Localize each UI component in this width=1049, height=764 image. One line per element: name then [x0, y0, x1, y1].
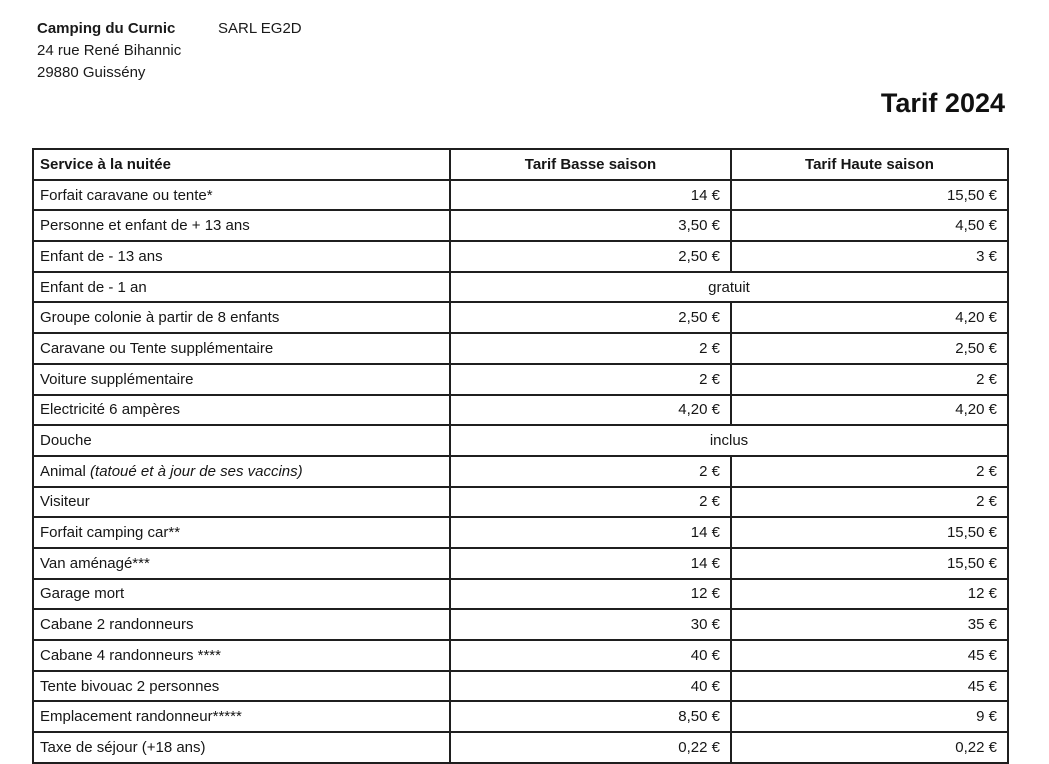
low-season-price-cell: 14 € [450, 180, 731, 211]
high-season-price-cell: 3 € [731, 241, 1008, 272]
table-row [33, 180, 1008, 211]
col-header-service: Service à la nuitée [33, 149, 450, 180]
low-season-price-cell: 14 € [450, 517, 731, 548]
high-season-price-cell: 2 € [731, 364, 1008, 395]
low-season-price-cell: 2,50 € [450, 241, 731, 272]
merged-value-cell: inclus [450, 425, 1008, 456]
table-row [33, 456, 1008, 487]
high-season-price-cell: 15,50 € [731, 517, 1008, 548]
service-cell: Douche [33, 425, 450, 456]
company-legal-name: SARL EG2D [218, 20, 302, 37]
table-row [33, 241, 1008, 272]
low-season-price-cell: 3,50 € [450, 210, 731, 241]
service-cell: Enfant de - 13 ans [33, 241, 450, 272]
service-note: (tatoué et à jour de ses vaccins) [85, 462, 303, 480]
service-cell: Enfant de - 1 an [33, 272, 450, 303]
col-header-high-season: Tarif Haute saison [731, 149, 1008, 180]
table-row [33, 671, 1008, 702]
service-cell: Forfait camping car** [33, 517, 450, 548]
address-line-2: 29880 Guissény [37, 64, 146, 81]
low-season-price-cell: 0,22 € [450, 732, 731, 763]
service-cell: Electricité 6 ampères [33, 395, 450, 426]
table-row [33, 364, 1008, 395]
table-row [33, 640, 1008, 671]
high-season-price-cell: 45 € [731, 640, 1008, 671]
table-row [33, 333, 1008, 364]
high-season-price-cell: 15,50 € [731, 548, 1008, 579]
tariff-table [32, 148, 1009, 764]
service-cell: Cabane 4 randonneurs **** [33, 640, 450, 671]
high-season-price-cell: 15,50 € [731, 180, 1008, 211]
table-row [33, 517, 1008, 548]
high-season-price-cell: 9 € [731, 701, 1008, 732]
service-cell: Animal (tatoué et à jour de ses vaccins) [33, 456, 450, 487]
low-season-price-cell: 4,20 € [450, 395, 731, 426]
low-season-price-cell: 40 € [450, 640, 731, 671]
service-cell: Caravane ou Tente supplémentaire [33, 333, 450, 364]
service-cell: Groupe colonie à partir de 8 enfants [33, 302, 450, 333]
col-header-low-season: Tarif Basse saison [450, 149, 731, 180]
high-season-price-cell: 12 € [731, 579, 1008, 610]
address-line-1: 24 rue René Bihannic [37, 42, 182, 59]
table-row [33, 425, 1008, 456]
table-row [33, 395, 1008, 426]
table-header-row [33, 149, 1008, 180]
low-season-price-cell: 30 € [450, 609, 731, 640]
low-season-price-cell: 14 € [450, 548, 731, 579]
low-season-price-cell: 2 € [450, 487, 731, 518]
service-cell: Cabane 2 randonneurs [33, 609, 450, 640]
high-season-price-cell: 4,20 € [731, 302, 1008, 333]
letterhead [37, 18, 302, 84]
low-season-price-cell: 2 € [450, 364, 731, 395]
table-row [33, 732, 1008, 763]
high-season-price-cell: 4,20 € [731, 395, 1008, 426]
company-name: Camping du Curnic [37, 20, 176, 37]
service-cell: Tente bivouac 2 personnes [33, 671, 450, 702]
low-season-price-cell: 2,50 € [450, 302, 731, 333]
low-season-price-cell: 12 € [450, 579, 731, 610]
high-season-price-cell: 45 € [731, 671, 1008, 702]
service-cell: Taxe de séjour (+18 ans) [33, 732, 450, 763]
high-season-price-cell: 2,50 € [731, 333, 1008, 364]
table-row [33, 579, 1008, 610]
high-season-price-cell: 4,50 € [731, 210, 1008, 241]
high-season-price-cell: 0,22 € [731, 732, 1008, 763]
table-row [33, 272, 1008, 303]
high-season-price-cell: 35 € [731, 609, 1008, 640]
table-row [33, 210, 1008, 241]
table-row [33, 302, 1008, 333]
low-season-price-cell: 2 € [450, 333, 731, 364]
table-row [33, 609, 1008, 640]
service-cell: Visiteur [33, 487, 450, 518]
table-row [33, 487, 1008, 518]
service-cell: Garage mort [33, 579, 450, 610]
document-title: Tarif 2024 [880, 88, 1005, 118]
table-row [33, 548, 1008, 579]
high-season-price-cell: 2 € [731, 487, 1008, 518]
low-season-price-cell: 2 € [450, 456, 731, 487]
low-season-price-cell: 8,50 € [450, 701, 731, 732]
service-cell: Forfait caravane ou tente* [33, 180, 450, 211]
service-cell: Personne et enfant de + 13 ans [33, 210, 450, 241]
service-cell: Van aménagé*** [33, 548, 450, 579]
table-row [33, 701, 1008, 732]
merged-value-cell: gratuit [450, 272, 1008, 303]
service-cell: Emplacement randonneur***** [33, 701, 450, 732]
service-cell: Voiture supplémentaire [33, 364, 450, 395]
high-season-price-cell: 2 € [731, 456, 1008, 487]
low-season-price-cell: 40 € [450, 671, 731, 702]
